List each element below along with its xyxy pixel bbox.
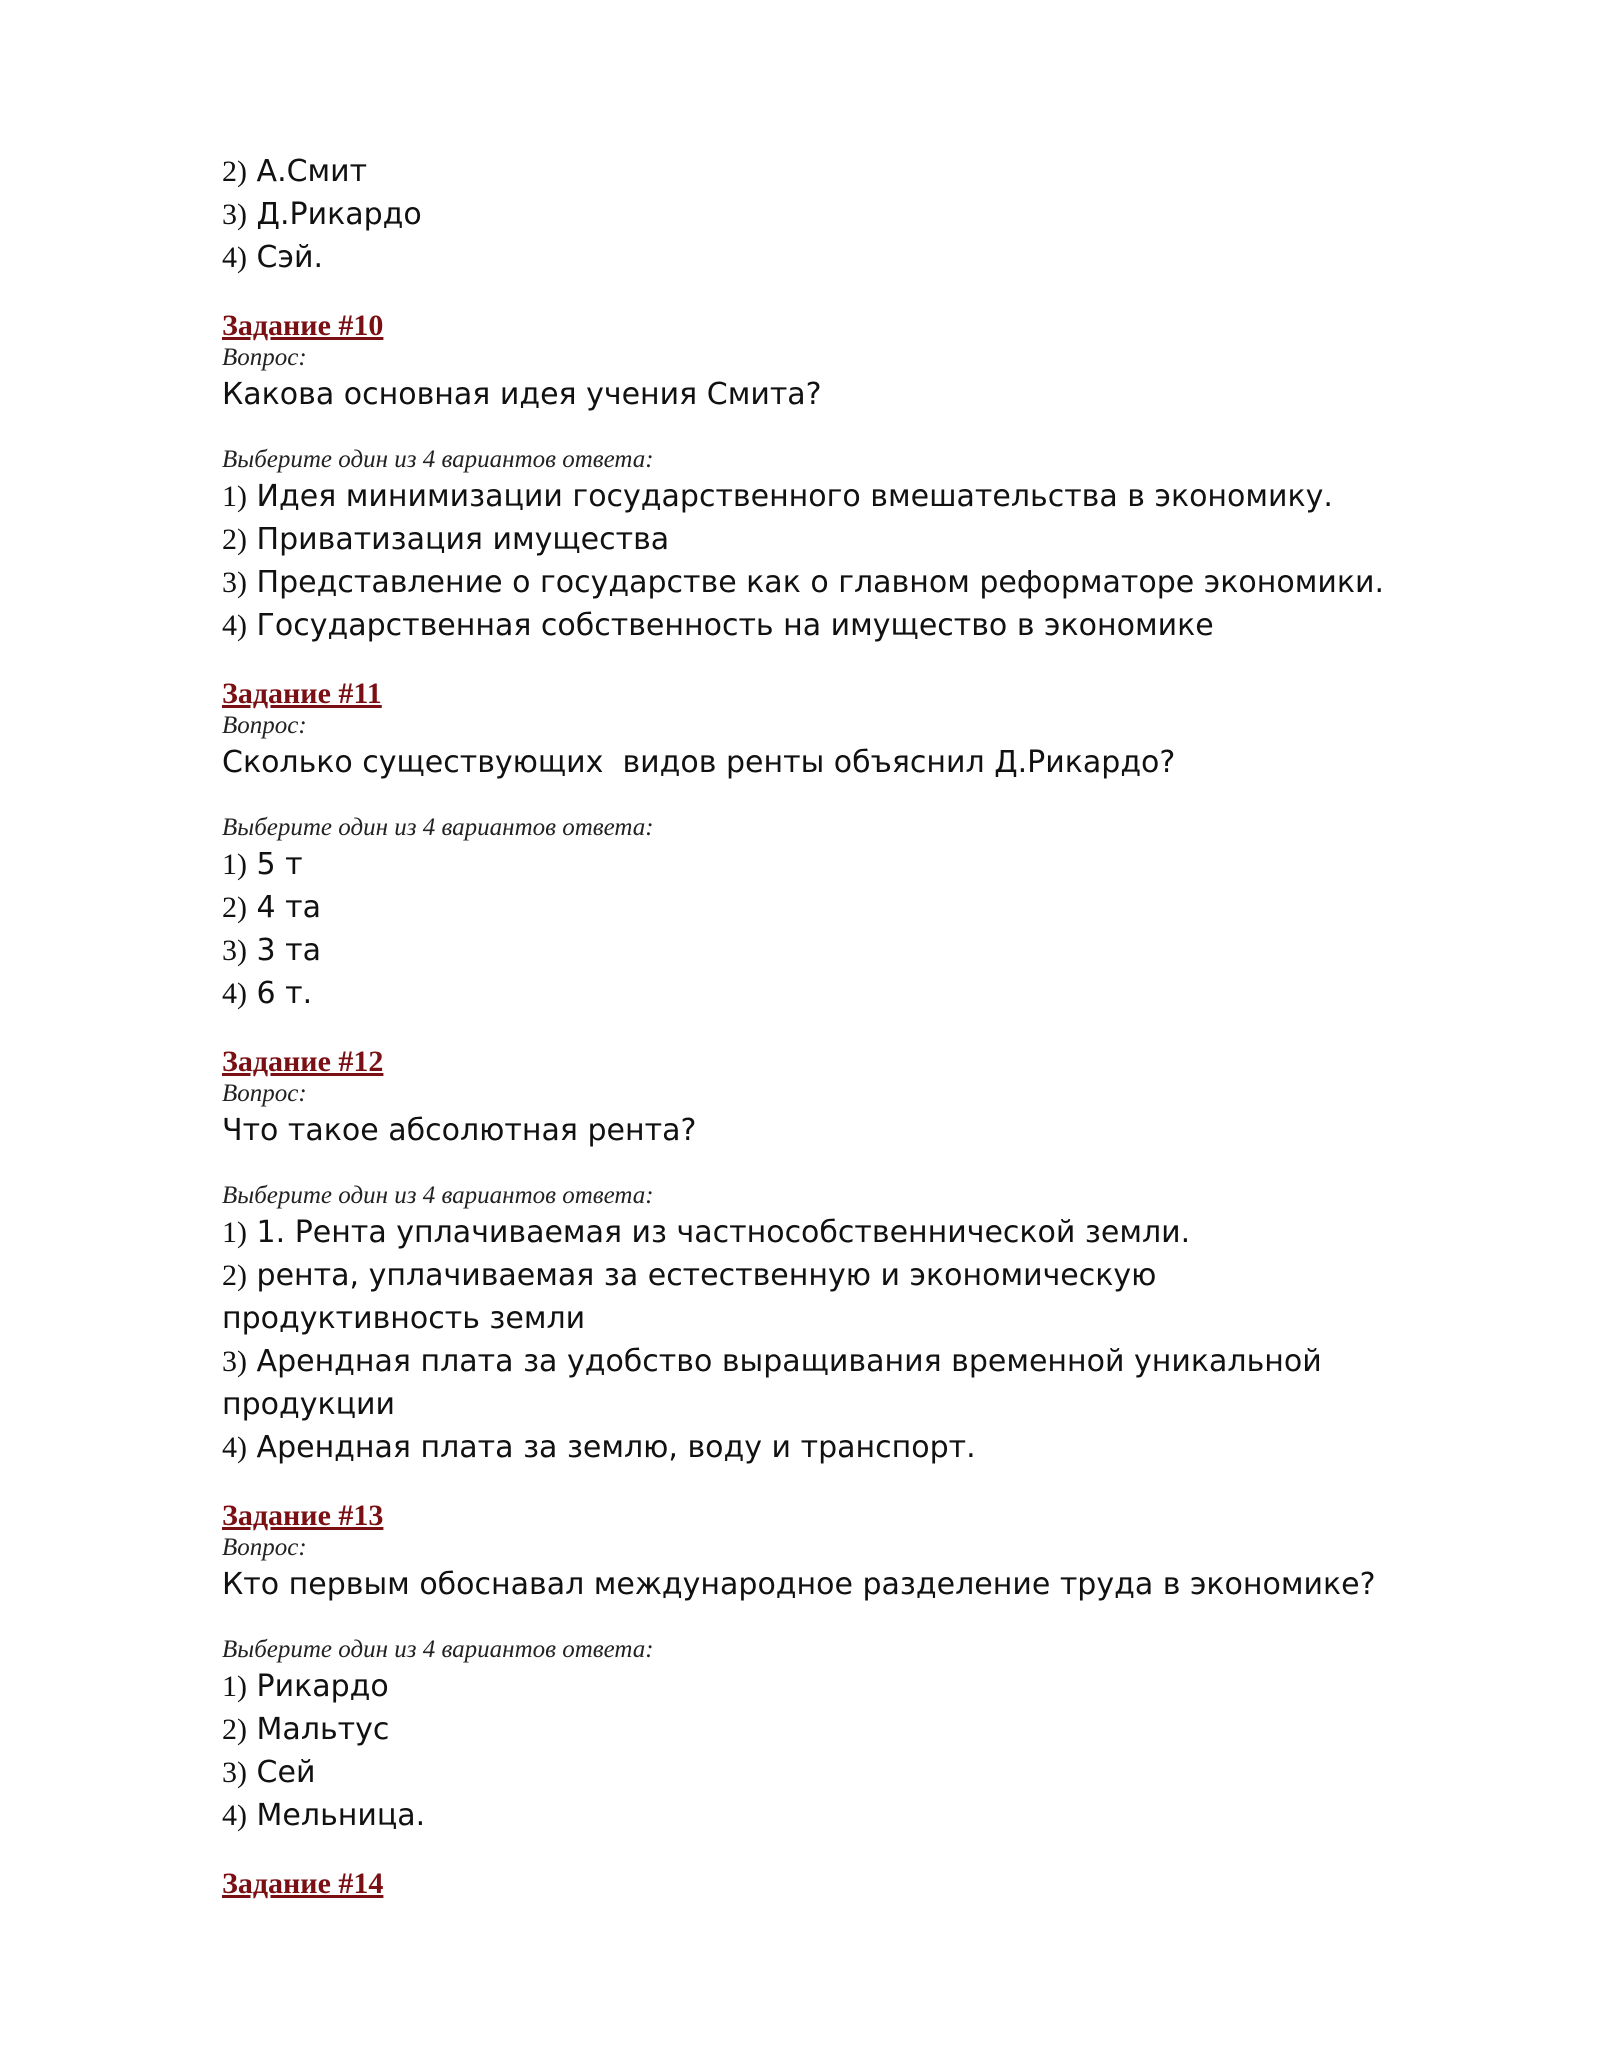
task-title[interactable]: Задание #14	[222, 1867, 384, 1900]
task-10	[222, 309, 1482, 647]
option-text: Идея минимизации государственного вмешательства в экономику.	[256, 479, 1333, 514]
option-line: 2) Приватизация имущества	[222, 522, 670, 557]
option-text: 4 та	[256, 890, 322, 925]
option-text: 1. Рента уплачиваемая из частнособственнической земли.	[256, 1215, 1191, 1250]
option-line: 4) Мельница.	[222, 1798, 426, 1833]
option-line: 1) Идея минимизации государственного вмешательства в экономику.	[222, 479, 1333, 514]
question-label: Вопрос:	[222, 344, 307, 371]
option-text: Сей	[256, 1755, 316, 1790]
option-text: Представление о государстве как о главном реформаторе экономики.	[256, 565, 1384, 600]
option-text: Рикардо	[256, 1669, 389, 1704]
answers-label: Выберите один из 4 вариантов ответа:	[222, 1182, 654, 1209]
option-line: 1) 1. Рента уплачиваемая из частнособственнической земли.	[222, 1215, 1191, 1250]
option-text: 3 та	[256, 933, 322, 968]
option-line: 1) 5 т	[222, 847, 303, 882]
question-text: Что такое абсолютная рента?	[222, 1113, 697, 1148]
option-line: 1) Рикардо	[222, 1669, 389, 1704]
option-line: 2) 4 та	[222, 890, 322, 925]
option-text: рента, уплачиваемая за естественную и экономическую продуктивность земли	[222, 1258, 1157, 1336]
task-title[interactable]: Задание #11	[222, 677, 382, 710]
question-text: Какова основная идея учения Смита?	[222, 377, 822, 412]
task-title[interactable]: Задание #10	[222, 309, 384, 342]
task-11	[222, 677, 1482, 1015]
question-text: Кто первым обоснавал международное разделение труда в экономике?	[222, 1567, 1376, 1602]
task-title[interactable]: Задание #13	[222, 1499, 384, 1532]
carryover-options	[222, 150, 1482, 279]
option-text: Приватизация имущества	[256, 522, 670, 557]
option-line: 4) Сэй.	[222, 240, 323, 275]
question-label: Вопрос:	[222, 1080, 307, 1107]
answers-label: Выберите один из 4 вариантов ответа:	[222, 446, 654, 473]
option-text: 6 т.	[256, 976, 313, 1011]
option-line: 4) 6 т.	[222, 976, 313, 1011]
option-text: 5 т	[256, 847, 303, 882]
option-line: 2) рента, уплачиваемая за естественную и экономическую продуктивность земли	[222, 1258, 1157, 1336]
option-text: Арендная плата за землю, воду и транспорт.	[256, 1430, 976, 1465]
task-title[interactable]: Задание #12	[222, 1045, 384, 1078]
option-line: 3) 3 та	[222, 933, 322, 968]
question-label: Вопрос:	[222, 712, 307, 739]
question-text: Сколько существующих видов ренты объяснил Д.Рикардо?	[222, 745, 1176, 780]
option-text: Государственная собственность на имущество в экономике	[256, 608, 1214, 643]
option-line: 3) Представление о государстве как о главном реформаторе экономики.	[222, 565, 1384, 600]
answers-label: Выберите один из 4 вариантов ответа:	[222, 1636, 654, 1663]
task-14	[222, 1867, 1482, 1901]
option-text: Мельница.	[256, 1798, 426, 1833]
task-12	[222, 1045, 1482, 1469]
option-text: Д.Рикардо	[256, 197, 422, 232]
option-line: 2) А.Смит	[222, 154, 368, 189]
option-line: 3) Арендная плата за удобство выращивания временной уникальной продукции	[222, 1344, 1322, 1422]
task-13	[222, 1499, 1482, 1837]
option-line: 2) Мальтус	[222, 1712, 390, 1747]
option-text: Сэй.	[256, 240, 323, 275]
answers-label: Выберите один из 4 вариантов ответа:	[222, 814, 654, 841]
option-line: 4) Государственная собственность на имущество в экономике	[222, 608, 1214, 643]
option-line: 3) Д.Рикардо	[222, 197, 422, 232]
option-line: 3) Сей	[222, 1755, 316, 1790]
option-text: А.Смит	[256, 154, 368, 189]
question-label: Вопрос:	[222, 1534, 307, 1561]
option-line: 4) Арендная плата за землю, воду и транспорт.	[222, 1430, 976, 1465]
option-text: Арендная плата за удобство выращивания временной уникальной продукции	[222, 1344, 1322, 1422]
option-text: Мальтус	[256, 1712, 390, 1747]
document-page	[222, 150, 1482, 1901]
